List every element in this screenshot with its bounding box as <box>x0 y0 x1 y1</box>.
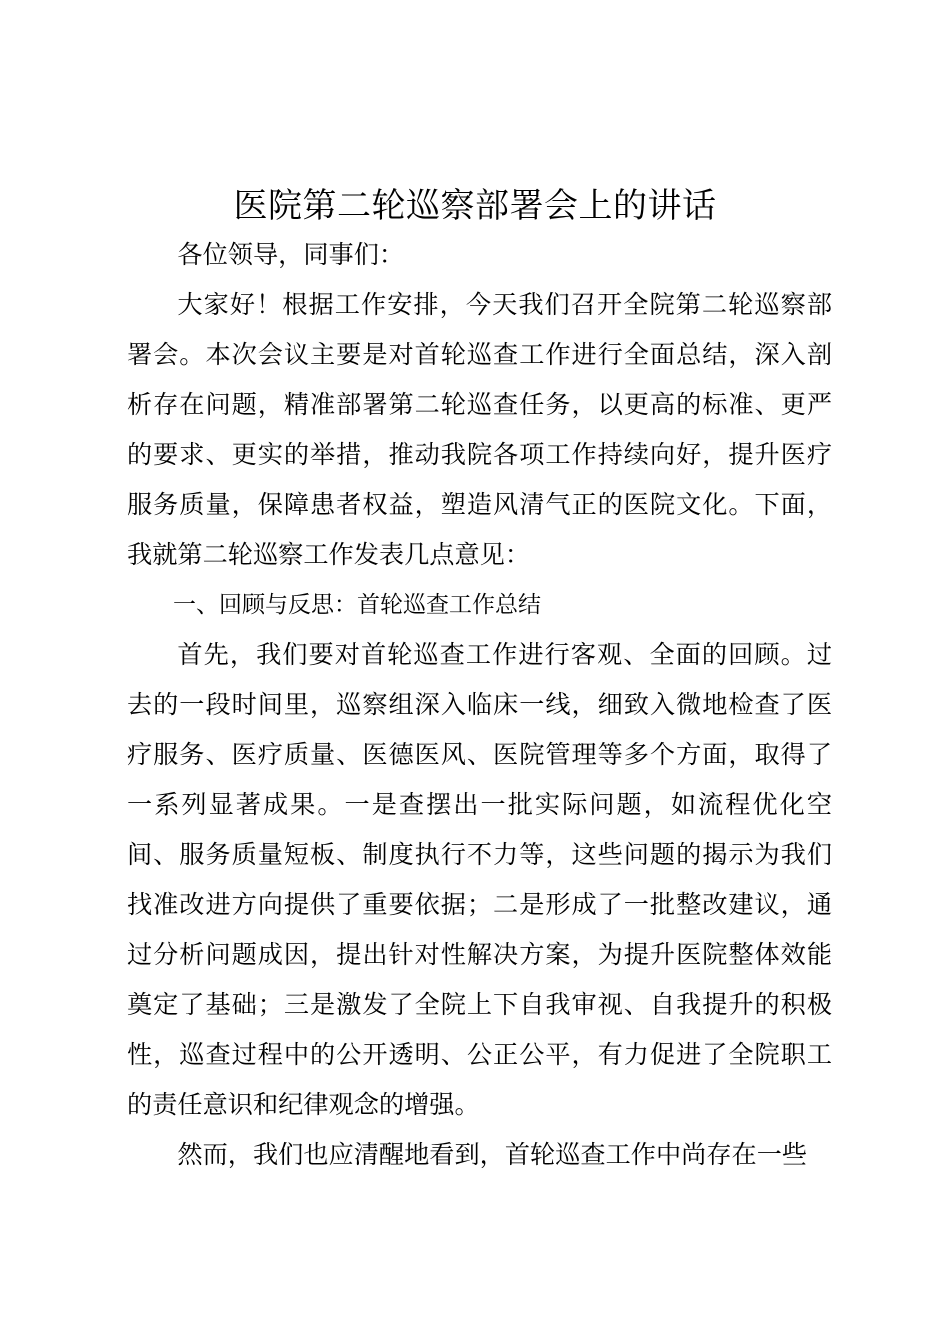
reflection-paragraph: 然而，我们也应清醒地看到，首轮巡查工作中尚存在一些 <box>177 1140 808 1169</box>
document-title: 医院第二轮巡察部署会上的讲话 <box>233 186 717 226</box>
review-paragraph: 首先，我们要对首轮巡查工作进行客观、全面的回顾。过去的一段时间里，巡察组深入临床一线，细致入微地检查了医疗服务、医疗质量、医德医风、医院管理等多个方面，取得了一系列显著成果。一是查摆出一批实际问题，如流程优化空间、服务质量短板、制度执行不力等，这些问题的揭示为我们找准改进方向提供了重要依据；二是形成了一批整改建议，通过分析问题成因，提出针对性解决方案，为提升医院整体效能奠定了基础；三是激发了全院上下自我审视、自我提升的积极性，巡查过程中的公开透明、公正公平，有力促进了全院职工的责任意识和纪律观念的增强。 <box>127 640 832 1119</box>
intro-paragraph: 大家好！根据工作安排，今天我们召开全院第二轮巡察部署会。本次会议主要是对首轮巡查工作进行全面总结，深入剖析存在问题，精准部署第二轮巡查任务，以更高的标准、更严的要求、更实的举措，推动我院各项工作持续向好，提升医疗服务质量，保障患者权益，塑造风清气正的医院文化。下面，我就第二轮巡察工作发表几点意见： <box>127 290 832 569</box>
document-body <box>127 230 832 1180</box>
salutation-paragraph: 各位领导，同事们： <box>177 240 405 269</box>
section-heading: 一、回顾与反思：首轮巡查工作总结 <box>173 592 541 618</box>
